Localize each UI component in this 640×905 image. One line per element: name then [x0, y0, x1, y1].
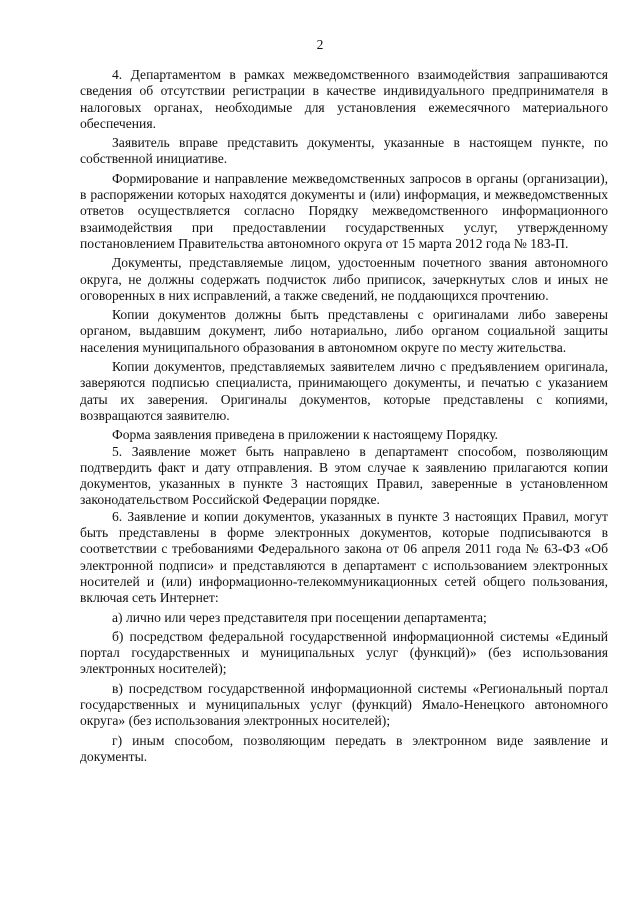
- document-body: [80, 67, 608, 765]
- paragraph-item-5: 5. Заявление может быть направлено в департамент способом, позволяющим подтвердить факт и дату отправления. В этом случае к заявлению прилагаются копии документов, указанных в пункте 3 настоящих Правил, заверенные в установленном законодательством Российской Федерации порядке.: [80, 443, 608, 508]
- paragraph-item-4: 4. Департаментом в рамках межведомственного взаимодействия запрашиваются сведения об отсутствии регистрации в качестве индивидуального предпринимателя в налоговых органах, необходимые для установления ежемесячного материального обеспечения.: [80, 67, 608, 131]
- paragraph-personal-submission: Копии документов, представляемых заявителем лично с предъявлением оригинала, заверяются подписью специалиста, принимающего документы, и печатью с указанием даты их заверения. Оригиналы документов, которые представлены с копиями, возвращаются заявителю.: [80, 359, 608, 423]
- paragraph-document-requirements: Документы, представляемые лицом, удостоенным почетного звания автономного округа, не должны содержать подчисток либо приписок, зачеркнутых слов и иных не оговоренных в них исправлений, а также сведений, не поддающихся прочтению.: [80, 255, 608, 303]
- list-item-v: в) посредством государственной информационной системы «Региональный портал государственных и муниципальных услуг (функций) Ямало-Ненецкого автономного округа» (без использования электронных носителей);: [80, 680, 608, 729]
- paragraph-form-reference: Форма заявления приведена в приложении к настоящему Порядку.: [112, 427, 499, 443]
- paragraph-own-initiative: Заявитель вправе представить документы, указанные в настоящем пункте, по собственной инициативе.: [80, 135, 608, 167]
- list-item-g: г) иным способом, позволяющим передать в электронном виде заявление и документы.: [80, 732, 608, 764]
- list-item-a: а) лично или через представителя при посещении департамента;: [112, 609, 487, 625]
- paragraph-interagency-requests: Формирование и направление межведомственных запросов в органы (организации), в распоряжении которых находятся документы и (или) информация, и межведомственных ответов осуществляется согласно Порядку межведомственного информационного взаимодействия при предоставлении государственных услуг, утвержденному постановлением Правительства автономного округа от 15 марта 2012 года № 183-П.: [80, 170, 608, 251]
- paragraph-item-6: 6. Заявление и копии документов, указанных в пункте 3 настоящих Правил, могут быть представлены в форме электронных документов, которые подписываются в соответствии с требованиями Федерального закона от 06 апреля 2011 года № 63-ФЗ «Об электронной подписи» и представляются в департамент с использованием электронных носителей и (или) информационно-телекоммуникационных сетей общего пользования, включая сеть Интернет:: [80, 508, 608, 606]
- list-item-b: б) посредством федеральной государственной информационной системы «Единый портал государственных и муниципальных услуг (функций)» (без использования электронных носителей);: [80, 628, 608, 677]
- paragraph-copy-certification: Копии документов должны быть представлены с оригиналами либо заверены органом, выдавшим документ, либо нотариально, либо органом социальной защиты населения муниципального образования в автономном округе по месту жительства.: [80, 307, 608, 355]
- page-number: 2: [316, 37, 324, 52]
